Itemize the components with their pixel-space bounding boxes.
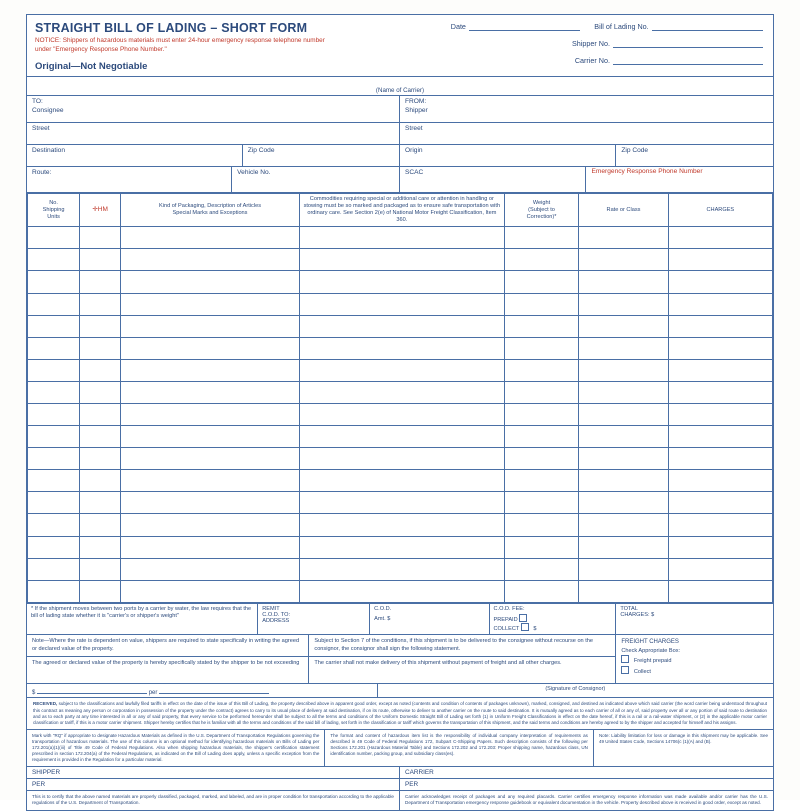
amount-rule[interactable]	[37, 686, 147, 694]
freight-prepaid-checkbox[interactable]	[621, 655, 629, 663]
shipper-street-field[interactable]	[400, 123, 773, 145]
cell-rate[interactable]	[579, 337, 668, 359]
cell-weight[interactable]	[504, 492, 579, 514]
col-commodities-note	[299, 194, 504, 227]
table-row[interactable]	[28, 293, 773, 315]
col-desc-l2: Special Marks and Exceptions	[172, 210, 248, 217]
cod-amt-label: Amt. $	[374, 615, 391, 622]
route-field[interactable]	[27, 167, 232, 193]
date-rule[interactable]	[469, 21, 580, 31]
cell-units[interactable]	[28, 470, 80, 492]
per-row	[27, 778, 773, 790]
cell-weight[interactable]	[504, 249, 579, 271]
col-weight	[504, 194, 579, 227]
cell-commodities[interactable]	[299, 271, 504, 293]
cell-charges[interactable]	[668, 381, 772, 403]
street-label-right: Street	[405, 125, 423, 133]
consignee-street-field[interactable]	[27, 123, 399, 145]
cell-units[interactable]	[28, 381, 80, 403]
from-shipper-field[interactable]	[400, 96, 773, 123]
cell-description[interactable]	[121, 448, 300, 470]
remit-cod-to: C.O.D. TO:	[262, 611, 291, 618]
cell-description[interactable]	[121, 470, 300, 492]
shipper-no-rule[interactable]	[613, 38, 763, 48]
cell-description[interactable]	[121, 580, 300, 602]
shipper-label: Shipper	[405, 106, 428, 114]
shipper-certification: This is to certify that the above named materials are properly classified, packaged, marked, and labeled, and are in proper condition for transportation according to the applicable regulations of the U.S. Department of Transportation.	[27, 791, 400, 810]
cell-commodities[interactable]	[299, 293, 504, 315]
col-charges	[668, 194, 772, 227]
cell-weight[interactable]	[504, 403, 579, 425]
cell-rate[interactable]	[579, 359, 668, 381]
freight-charges-box	[616, 635, 773, 684]
check-appropriate-box-label: Check Appropriate Box:	[621, 647, 681, 654]
remit-label: REMIT	[262, 605, 280, 612]
cell-weight[interactable]	[504, 514, 579, 536]
origin-label: Origin	[405, 147, 423, 155]
cell-commodities[interactable]	[299, 580, 504, 602]
cell-hm[interactable]	[80, 293, 121, 315]
table-row[interactable]	[28, 448, 773, 470]
cell-hm[interactable]	[80, 580, 121, 602]
cell-weight[interactable]	[504, 381, 579, 403]
prepaid-checkbox[interactable]	[519, 614, 527, 622]
cod-label: C.O.D.	[374, 605, 392, 612]
shipper-signature-field[interactable]	[27, 767, 400, 778]
street-label-left: Street	[32, 125, 50, 133]
freight-charges-title: FREIGHT CHARGES	[621, 638, 679, 645]
table-row[interactable]	[28, 492, 773, 514]
col-rate-text: Rate or Class	[606, 206, 641, 213]
form-header	[27, 15, 773, 77]
cell-commodities[interactable]	[299, 359, 504, 381]
remit-cod-field[interactable]	[258, 604, 370, 634]
collect-freight-label: Collect	[633, 668, 651, 675]
cell-hm[interactable]	[80, 426, 121, 448]
received-text: subject to the classifications and lawfully filed tariffs in effect on the date of the issue of this Bill of Lading, the property described above in apparent good order, except as noted (contents and condition of contents of packages unknown), marked, consigned, and destined as indicated above which said carrier (the word carrier being understood throughout this contract as meaning any person or corporation in possession of the property under the contract) agrees to carry to its usual place of delivery at said destination, if on its route, otherwise to deliver to another carrier on the route to said destination. It is mutually agreed as to each carrier of all or any of, said property over all or any portion of said route to destination and as to each party at any time interested in all or any of said property, that every service to be performed hereunder shall be subject to all the terms and conditions of the Uniform Domestic Straight Bill of Lading set forth (1) in Uniform Freight Classifications in effect on the date hereof, if this is a rail or a rail-water shipment, or (2) in the applicable motor carrier classification or tariff, if this is a motor carrier shipment. Shipper hereby certifies that he is familiar with all the terms and conditions of the said bill of lading, set forth in the classification or tariff which governs the transportation of this shipment, and the said terms and conditions are hereby agreed to by the shipper and accepted for himself and his assigns.	[33, 701, 767, 725]
date-field[interactable]	[451, 21, 763, 31]
cell-rate[interactable]	[579, 558, 668, 580]
carrier-per-field[interactable]	[400, 779, 773, 790]
cell-hm[interactable]	[80, 315, 121, 337]
cell-rate[interactable]	[579, 381, 668, 403]
cell-hm[interactable]	[80, 492, 121, 514]
cell-charges[interactable]	[668, 337, 772, 359]
col-rate-or-class	[579, 194, 668, 227]
cell-weight[interactable]	[504, 315, 579, 337]
rq-note: Mark with "RQ" if appropriate to designate Hazardous Materials as defined in the U.S. Department of Transportation Regulations governing the transportation of hazardous materials. The use of this column is an optional method for identifying hazardous materials on Bills of Lading per 172.201(a)(1)(iii) of Title 49 Code of Federal Regulations. Also when shipping hazardous materials, the shipper's certification statement prescribed in section 172.204(a) of the Federal Regulations, as indicated on the Bill of Lading does apply, unless a specific exception from the requirement is provided in the Regulation for a particular material.	[27, 730, 325, 766]
collect-freight-checkbox[interactable]	[621, 666, 629, 674]
collect-label: COLLECT	[493, 625, 520, 632]
cell-commodities[interactable]	[299, 249, 504, 271]
cell-commodities[interactable]	[299, 448, 504, 470]
shipper-per-label: PER	[32, 781, 46, 789]
col-commodities-text: Commodities requiring special or additional care or attention in handling or stowing must be so marked and packaged as to ensure safe transportation with ordinary care. See Section 2(e) of National Motor Freight Classification, Item 360.	[303, 196, 501, 224]
carrier-certification: Carrier acknowledges receipt of packages and any required placards. Carrier certifies emergency response information was made available and/or carrier has the U.S. Department of Transportation emergency response guidebook or equivalent documentation in the vehicle. Property described above is received in good order, except as noted.	[405, 794, 768, 806]
cell-rate[interactable]	[579, 514, 668, 536]
freight-prepaid-label: Freight prepaid	[633, 658, 672, 665]
page-title: STRAIGHT BILL OF LADING – SHORT FORM	[35, 21, 308, 35]
cell-weight[interactable]	[504, 271, 579, 293]
cell-hm[interactable]	[80, 448, 121, 470]
cell-units[interactable]	[28, 359, 80, 381]
collect-checkbox[interactable]	[521, 623, 529, 631]
cell-description[interactable]	[121, 492, 300, 514]
table-body	[28, 227, 773, 603]
col-weight-l1: Weight	[532, 199, 551, 206]
carrier-no-rule[interactable]	[613, 55, 763, 65]
cell-units[interactable]	[28, 426, 80, 448]
note-where-rate: Note—Where the rate is dependent on value, shippers are required to state specifically in writing the agreed or declared value of the property.	[27, 635, 309, 657]
table-row[interactable]	[28, 403, 773, 425]
cell-commodities[interactable]	[299, 492, 504, 514]
table-row[interactable]	[28, 227, 773, 249]
cell-rate[interactable]	[579, 249, 668, 271]
cod-amount-field[interactable]	[370, 604, 489, 634]
emergency-response-label: Emergency Response Phone Number	[591, 168, 703, 176]
cell-weight[interactable]	[504, 470, 579, 492]
cell-charges[interactable]	[668, 315, 772, 337]
cod-fee-amount: $	[533, 625, 537, 632]
cell-description[interactable]	[121, 227, 300, 249]
table-row[interactable]	[28, 514, 773, 536]
total-charges-field[interactable]	[616, 604, 773, 634]
cell-charges[interactable]	[668, 448, 772, 470]
origin-zip-field[interactable]	[616, 145, 773, 167]
cell-charges[interactable]	[668, 227, 772, 249]
cell-description[interactable]	[121, 403, 300, 425]
cell-rate[interactable]	[579, 580, 668, 602]
consignee-label: Consignee	[32, 106, 64, 114]
col-weight-l2: (Subject to	[528, 206, 555, 213]
header-left	[27, 15, 445, 76]
cell-charges[interactable]	[668, 359, 772, 381]
cell-charges[interactable]	[668, 426, 772, 448]
cell-commodities[interactable]	[299, 227, 504, 249]
cell-units[interactable]	[28, 271, 80, 293]
cell-weight[interactable]	[504, 293, 579, 315]
cell-units[interactable]	[28, 249, 80, 271]
cell-rate[interactable]	[579, 227, 668, 249]
shipper-signature-label: SHIPPER	[32, 769, 61, 777]
cell-hm[interactable]	[80, 381, 121, 403]
carrier-per-label: PER	[405, 781, 419, 789]
cell-charges[interactable]	[668, 403, 772, 425]
cell-units[interactable]	[28, 227, 80, 249]
cod-fee-label: C.O.D. FEE:	[493, 605, 525, 612]
cell-hm[interactable]	[80, 249, 121, 271]
cell-charges[interactable]	[668, 558, 772, 580]
section7-note: Subject to Section 7 of the conditions, if this shipment is to be delivered to the consignee without recourse on the consignor, the consignor shall sign the following statement.	[314, 637, 594, 652]
prepaid-label: PREPAID	[493, 616, 518, 623]
cell-units[interactable]	[28, 514, 80, 536]
signature-names-row	[27, 766, 773, 778]
cell-commodities[interactable]	[299, 514, 504, 536]
col-shipping-units	[28, 194, 80, 227]
total-label: TOTAL	[620, 605, 638, 612]
cell-charges[interactable]	[668, 514, 772, 536]
vehicle-label: Vehicle No.	[237, 169, 271, 177]
cell-units[interactable]	[28, 403, 80, 425]
header-right	[445, 15, 773, 76]
total-charges-label: CHARGES: $	[620, 611, 655, 618]
carrier-no-delivery-text: The carrier shall not make delivery of this shipment without payment of freight and all other charges.	[314, 660, 562, 667]
cell-hm[interactable]	[80, 403, 121, 425]
cell-units[interactable]	[28, 293, 80, 315]
table-row[interactable]	[28, 558, 773, 580]
signature-of-consignor-label: (Signature of Consignor)	[545, 686, 606, 693]
route-label: Route:	[32, 169, 52, 177]
prepaid-option[interactable]	[494, 614, 612, 623]
destination-row	[27, 145, 399, 167]
notice-text: Shippers of hazardous materials must enter 24-hour emergency response telephone number under "Emergency Response Phone Number."	[35, 37, 325, 53]
cell-hm[interactable]	[80, 514, 121, 536]
col-units-l1: No.	[49, 199, 58, 206]
cell-hm[interactable]	[80, 359, 121, 381]
cell-units[interactable]	[28, 315, 80, 337]
shipment-table	[27, 193, 773, 603]
cell-charges[interactable]	[668, 580, 772, 602]
agreed-value-text: The agreed or declared value of the property is hereby specifically stated by the shipper to be not exceeding	[27, 657, 309, 683]
cell-commodities[interactable]	[299, 536, 504, 558]
cell-charges[interactable]	[668, 492, 772, 514]
freight-prepaid-option[interactable]	[621, 655, 768, 665]
cell-commodities[interactable]	[299, 426, 504, 448]
cell-weight[interactable]	[504, 448, 579, 470]
destination-field[interactable]	[27, 145, 243, 167]
signature-line-row	[27, 683, 773, 697]
destination-label: Destination	[32, 147, 65, 155]
cell-charges[interactable]	[668, 271, 772, 293]
cod-row	[27, 603, 773, 634]
cell-rate[interactable]	[579, 492, 668, 514]
hm-marker: ✛HM	[92, 206, 108, 214]
bill-of-lading-form	[26, 14, 774, 811]
cell-rate[interactable]	[579, 315, 668, 337]
cell-hm[interactable]	[80, 271, 121, 293]
cell-rate[interactable]	[579, 403, 668, 425]
cell-description[interactable]	[121, 293, 300, 315]
received-clause	[27, 697, 773, 728]
cell-rate[interactable]	[579, 448, 668, 470]
route-row	[27, 167, 773, 193]
collect-option[interactable]	[494, 623, 612, 632]
cell-description[interactable]	[121, 381, 300, 403]
hazmat-format-note: The format and content of hazardous item list is the responsibility of individual company interpretation of requirements as described in 49 Code of Federal Regulations 172, Subpart C-Shipping Papers. Such description consists of the following per Sections 172.201 (Hazardous Material Table) and Sections 172.202 and 172.203: Proper shipping name, hazardous class, UN identification number, packing group, and subsidiary class(es).	[325, 730, 594, 766]
carrier-no-field[interactable]	[451, 55, 763, 65]
col-charges-text: CHARGES	[706, 206, 735, 213]
col-desc-l1: Kind of Packaging, Description of Articles	[159, 203, 261, 210]
cell-units[interactable]	[28, 536, 80, 558]
table-row[interactable]	[28, 271, 773, 293]
declared-amount-line[interactable]	[27, 684, 378, 697]
cell-rate[interactable]	[579, 271, 668, 293]
emergency-phone-field[interactable]	[586, 167, 773, 193]
col-units-l3: Units	[47, 213, 60, 220]
vehicle-no-field[interactable]	[232, 167, 400, 193]
cell-description[interactable]	[121, 514, 300, 536]
origin-row	[400, 145, 773, 167]
cell-hm[interactable]	[80, 227, 121, 249]
table-row[interactable]	[28, 249, 773, 271]
cell-units[interactable]	[28, 337, 80, 359]
remit-address: ADDRESS	[262, 617, 290, 624]
col-description	[121, 194, 300, 227]
cell-units[interactable]	[28, 448, 80, 470]
cell-description[interactable]	[121, 426, 300, 448]
col-hm	[80, 194, 121, 227]
zip-label-right: Zip Code	[621, 147, 649, 155]
table-row[interactable]	[28, 426, 773, 448]
cell-description[interactable]	[121, 315, 300, 337]
shipper-per-field[interactable]	[27, 779, 400, 790]
hazmat-notice	[35, 37, 335, 54]
scac-label: SCAC	[404, 169, 424, 177]
to-label: TO:	[32, 98, 43, 106]
zip-label-left: Zip Code	[247, 147, 275, 155]
table-row[interactable]	[28, 337, 773, 359]
cell-charges[interactable]	[668, 536, 772, 558]
cell-commodities[interactable]	[299, 315, 504, 337]
ports-note: * If the shipment moves between two ports by a carrier by water, the law requires that the bill of lading state whether it is "carrier's or shipper's weight"	[27, 604, 258, 634]
cell-hm[interactable]	[80, 470, 121, 492]
collect-freight-option[interactable]	[621, 666, 768, 676]
agreed-dollar: $	[32, 690, 36, 697]
cell-description[interactable]	[121, 337, 300, 359]
table-header-row	[28, 194, 773, 227]
col-units-l2: Shipping	[42, 206, 65, 213]
carrier-signature-field[interactable]	[400, 767, 773, 778]
origin-field[interactable]	[400, 145, 616, 167]
table-row[interactable]	[28, 381, 773, 403]
declared-value-left	[27, 635, 616, 684]
consignor-signature-line[interactable]	[378, 684, 773, 697]
cell-weight[interactable]	[504, 558, 579, 580]
declared-value-block	[27, 634, 773, 684]
consignee-column	[27, 96, 400, 167]
cell-weight[interactable]	[504, 227, 579, 249]
cell-description[interactable]	[121, 536, 300, 558]
notice-label: NOTICE:	[35, 37, 61, 44]
cell-hm[interactable]	[80, 558, 121, 580]
cell-rate[interactable]	[579, 536, 668, 558]
cell-commodities[interactable]	[299, 558, 504, 580]
cod-fee-field[interactable]	[490, 604, 617, 634]
agreed-value-row	[27, 657, 615, 683]
cell-description[interactable]	[121, 249, 300, 271]
table-row[interactable]	[28, 580, 773, 602]
date-label: Date	[450, 22, 466, 31]
destination-zip-field[interactable]	[243, 145, 399, 167]
cell-hm[interactable]	[80, 337, 121, 359]
bol-rule[interactable]	[652, 21, 763, 31]
received-lead: RECEIVED,	[33, 701, 58, 707]
cell-weight[interactable]	[504, 580, 579, 602]
cell-units[interactable]	[28, 492, 80, 514]
shipper-no-label: Shipper No.	[572, 39, 610, 48]
col-weight-l3: Correction)*	[526, 213, 557, 220]
original-not-negotiable: Original—Not Negotiable	[35, 61, 148, 73]
liability-note: Note: Liability limitation for loss or damage in this shipment may be applicable. See 49 United States Code, Sections 14706(c (1)(A) and (B).	[598, 732, 768, 745]
table-row[interactable]	[28, 359, 773, 381]
cell-description[interactable]	[121, 359, 300, 381]
cell-weight[interactable]	[504, 337, 579, 359]
bol-label: Bill of Lading No.	[594, 22, 649, 31]
cell-commodities[interactable]	[299, 381, 504, 403]
cell-description[interactable]	[121, 271, 300, 293]
cell-rate[interactable]	[579, 470, 668, 492]
cell-hm[interactable]	[80, 536, 121, 558]
cell-commodities[interactable]	[299, 337, 504, 359]
scac-field[interactable]	[400, 167, 587, 193]
to-consignee-field[interactable]	[27, 96, 399, 123]
cell-weight[interactable]	[504, 536, 579, 558]
cell-units[interactable]	[28, 558, 80, 580]
cell-weight[interactable]	[504, 426, 579, 448]
cell-units[interactable]	[28, 580, 80, 602]
shipper-column	[400, 96, 773, 167]
per-rule[interactable]	[159, 686, 269, 694]
cell-charges[interactable]	[668, 249, 772, 271]
lower-section	[27, 603, 773, 698]
notes-row	[27, 729, 773, 766]
from-label: FROM:	[405, 98, 427, 106]
cell-charges[interactable]	[668, 293, 772, 315]
cell-commodities[interactable]	[299, 470, 504, 492]
cell-charges[interactable]	[668, 470, 772, 492]
cell-weight[interactable]	[504, 359, 579, 381]
cell-commodities[interactable]	[299, 403, 504, 425]
address-block	[27, 96, 773, 167]
carrier-no-label: Carrier No.	[574, 56, 610, 65]
carrier-name-caption: (Name of Carrier)	[27, 77, 773, 96]
table-row[interactable]	[28, 536, 773, 558]
shipper-no-field[interactable]	[451, 38, 763, 48]
table-row[interactable]	[28, 470, 773, 492]
note-where-row	[27, 635, 615, 658]
table-row[interactable]	[28, 315, 773, 337]
agreed-per-label: per	[148, 690, 158, 697]
cell-rate[interactable]	[579, 426, 668, 448]
carrier-signature-label: CARRIER	[405, 769, 434, 777]
cell-description[interactable]	[121, 558, 300, 580]
cell-rate[interactable]	[579, 293, 668, 315]
